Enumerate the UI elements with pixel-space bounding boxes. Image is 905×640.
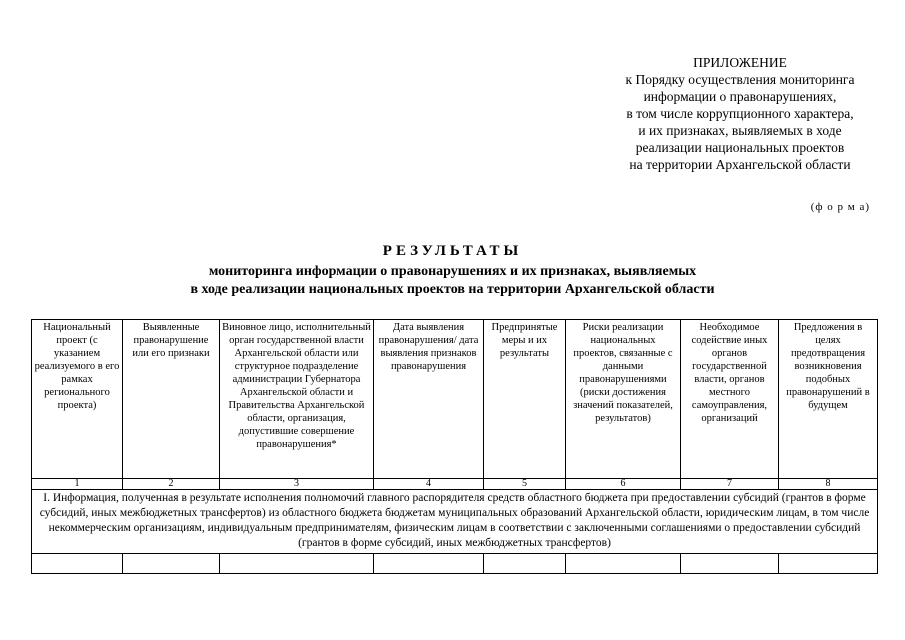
- document-title: РЕЗУЛЬТАТЫ: [382, 243, 523, 259]
- empty-cell: [779, 554, 878, 574]
- appendix-line: и их признаках, выявляемых в ходе: [638, 123, 842, 138]
- col-header-detection-date: Дата выявления правонарушения/ дата выявления признаков правонарушения: [374, 320, 484, 479]
- empty-cell: [374, 554, 484, 574]
- column-number: 4: [374, 479, 484, 490]
- col-header-national-project: Национальный проект (с указанием реализуемого в его рамках регионального проекта): [32, 320, 123, 479]
- appendix-line: к Порядку осуществления мониторинга: [625, 72, 855, 87]
- section-row: [32, 490, 878, 554]
- appendix-block: [595, 54, 885, 173]
- column-number: 6: [566, 479, 681, 490]
- column-number: 2: [123, 479, 220, 490]
- table-header-row: [32, 320, 878, 479]
- section-heading: I. Информация, полученная в результате исполнения полномочий главного распорядителя средств областного бюджета при предоставлении субсидий (грантов в форме субсидий, иных межбюджетных трансфертов) из областного бюджета бюджетам муниципальных образований Архангельской области, юридическим лицам, в том числе некоммерческим организациям, индивидуальным предпринимателям, физическим лицам в соответствии с заключенными соглашениями о предоставлении субсидий (грантов в форме субсидий, иных межбюджетных трансфертов): [32, 490, 878, 554]
- column-number: 3: [220, 479, 374, 490]
- empty-cell: [220, 554, 374, 574]
- empty-cell: [681, 554, 779, 574]
- column-number: 7: [681, 479, 779, 490]
- appendix-line: в том числе коррупционного характера,: [626, 106, 854, 121]
- column-number-row: [32, 479, 878, 490]
- column-number: 5: [484, 479, 566, 490]
- col-header-assistance: Необходимое содействие иных органов государственной власти, органов местного самоуправления, организаций: [681, 320, 779, 479]
- table-row: [32, 554, 878, 574]
- column-number: 1: [32, 479, 123, 490]
- appendix-line: на территории Архангельской области: [629, 157, 851, 172]
- form-note: (ф о р м а): [810, 201, 870, 213]
- col-header-measures: Предпринятые меры и их результаты: [484, 320, 566, 479]
- col-header-proposals: Предложения в целях предотвращения возникновения подобных правонарушений в будущем: [779, 320, 878, 479]
- document-subtitle: [0, 263, 905, 299]
- empty-cell: [566, 554, 681, 574]
- empty-cell: [123, 554, 220, 574]
- subtitle-line: мониторинга информации о правонарушениях и их признаках, выявляемых: [208, 264, 697, 279]
- appendix-line: информации о правонарушениях,: [643, 89, 837, 104]
- col-header-violation: Выявленные правонарушение или его признаки: [123, 320, 220, 479]
- empty-cell: [484, 554, 566, 574]
- col-header-risks: Риски реализации национальных проектов, связанные с данными правонарушениями (риски достижения значений показателей, результатов): [566, 320, 681, 479]
- appendix-title: ПРИЛОЖЕНИЕ: [693, 55, 787, 70]
- subtitle-line: в ходе реализации национальных проектов на территории Архангельской области: [190, 282, 715, 297]
- appendix-line: реализации национальных проектов: [635, 140, 845, 155]
- results-table: [31, 319, 878, 574]
- col-header-guilty-party: Виновное лицо, исполнительный орган государственной власти Архангельской области или структурное подразделение администрации Губернатора Архангельской области и Правительства Архангельской области, организация, допустившие совершение правонарушения*: [220, 320, 374, 479]
- empty-cell: [32, 554, 123, 574]
- column-number: 8: [779, 479, 878, 490]
